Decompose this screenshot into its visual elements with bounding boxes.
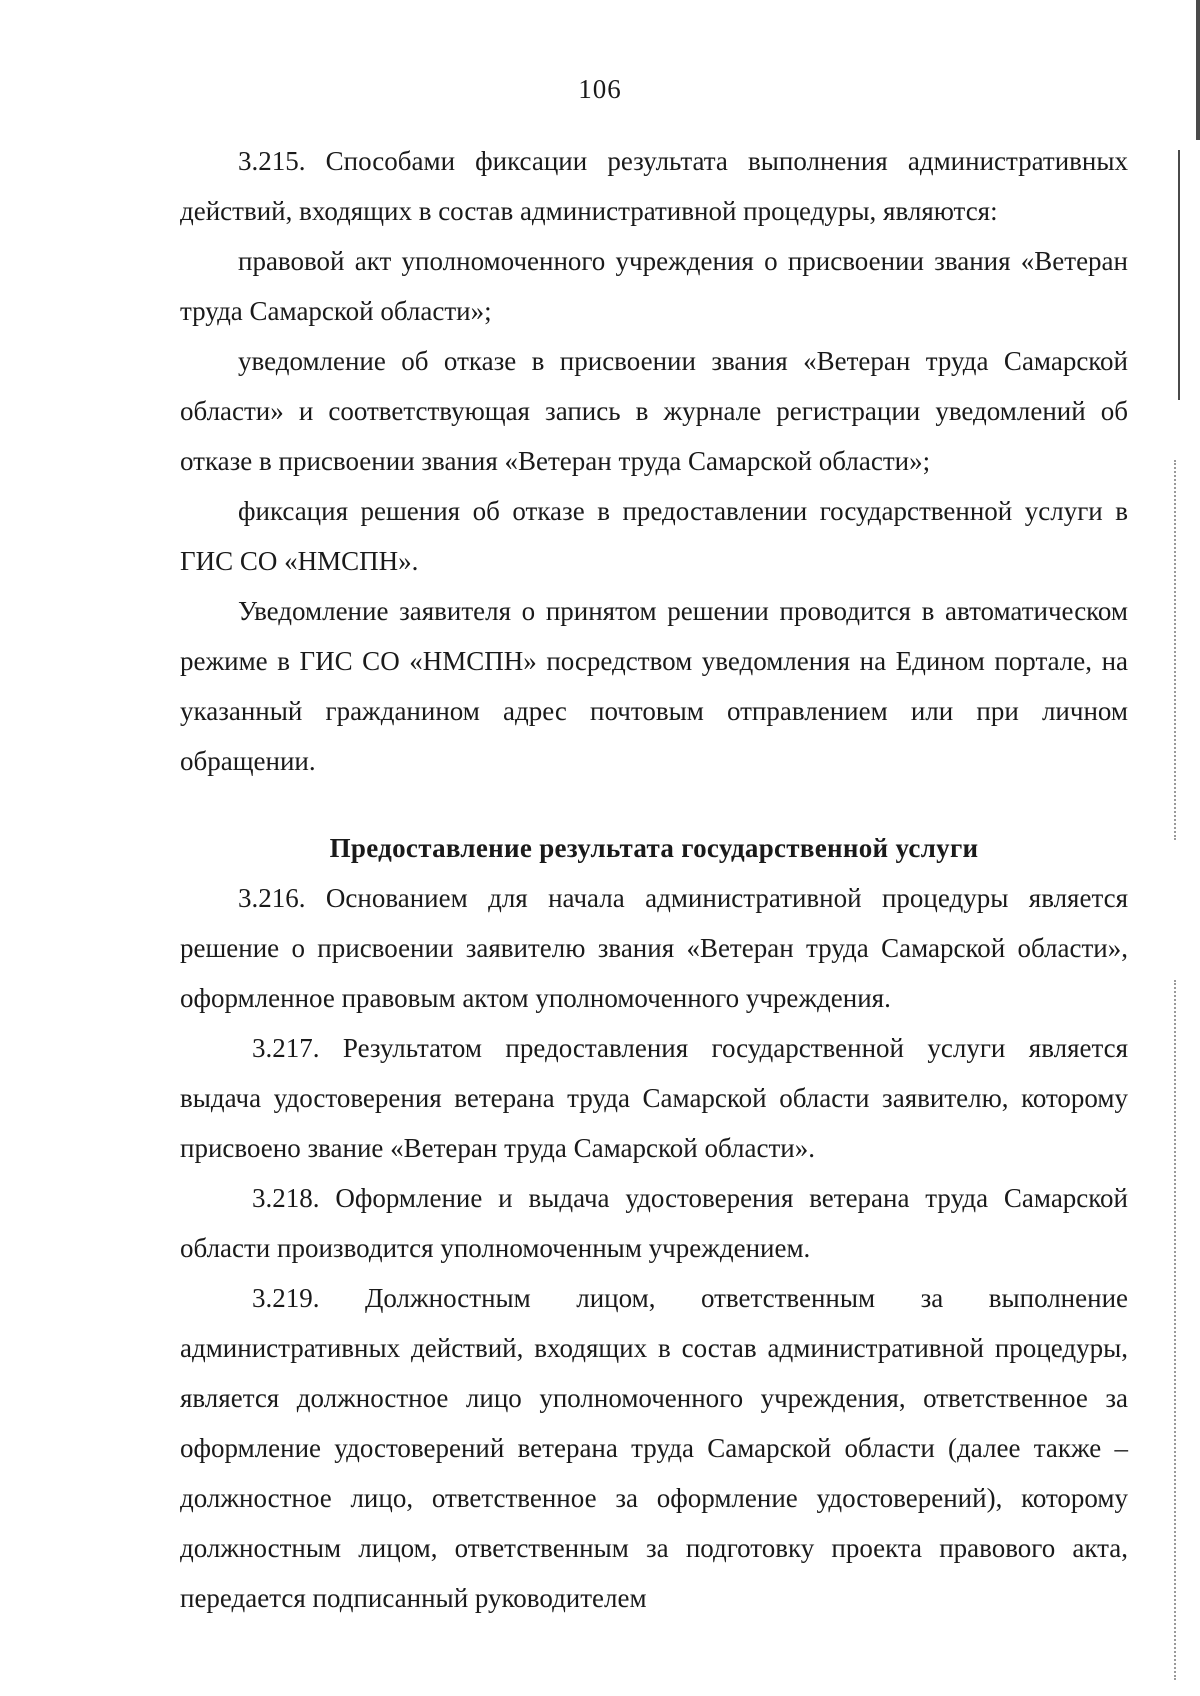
paragraph-3-216: 3.216. Основанием для начала административной процедуры является решение о присвоении заявителю звания «Ветеран труда Самарской области», оформленное правовым актом уполномоченного учреждения.	[180, 883, 1128, 1013]
scan-edge-line	[1178, 150, 1180, 400]
paragraph-3-219: 3.219. Должностным лицом, ответственным за выполнение административных действий, входящих в состав административной процедуры, является должностное лицо уполномоченного учреждения, ответственное за оформление удостоверений ветерана труда Самарской области (далее также – должностное лицо, ответственное за оформление удостоверений), которому должностным лицом, ответственным за подготовку проекта правового акта, передается подписанный руководителем	[180, 1283, 1128, 1613]
paragraph-3-215-item-refusal-notice: уведомление об отказе в присвоении звания «Ветеран труда Самарской области» и соответствующая запись в журнале регистрации уведомлений об отказе в присвоении звания «Ветеран труда Самарской области»;	[180, 346, 1128, 476]
document-body	[180, 136, 1128, 1623]
scan-edge-line	[1196, 0, 1200, 140]
paragraph-3-217: 3.217. Результатом предоставления государственной услуги является выдача удостоверения ветерана труда Самарской области заявителю, которому присвоено звание «Ветеран труда Самарской области».	[180, 1033, 1128, 1163]
section-title: Предоставление результата государственной услуги	[329, 833, 979, 863]
paragraph-3-215-item-refusal-record: фиксация решения об отказе в предоставлении государственной услуги в ГИС СО «НМСПН».	[180, 496, 1128, 576]
paragraph-3-215-item-legal-act: правовой акт уполномоченного учреждения о присвоении звания «Ветеран труда Самарской области»;	[180, 246, 1128, 326]
paragraph-3-218: 3.218. Оформление и выдача удостоверения ветерана труда Самарской области производится уполномоченным учреждением.	[180, 1183, 1128, 1263]
paragraph-3-215-intro: 3.215. Способами фиксации результата выполнения административных действий, входящих в состав административной процедуры, являются:	[180, 146, 1128, 226]
scan-margin-dots	[1174, 460, 1178, 840]
page-number: 106	[578, 74, 622, 104]
paragraph-3-215-applicant-notification: Уведомление заявителя о принятом решении проводится в автоматическом режиме в ГИС СО «НМСПН» посредством уведомления на Едином портале, на указанный гражданином адрес почтовым отправлением или при личном обращении.	[180, 596, 1128, 776]
scan-margin-dots	[1174, 980, 1178, 1680]
